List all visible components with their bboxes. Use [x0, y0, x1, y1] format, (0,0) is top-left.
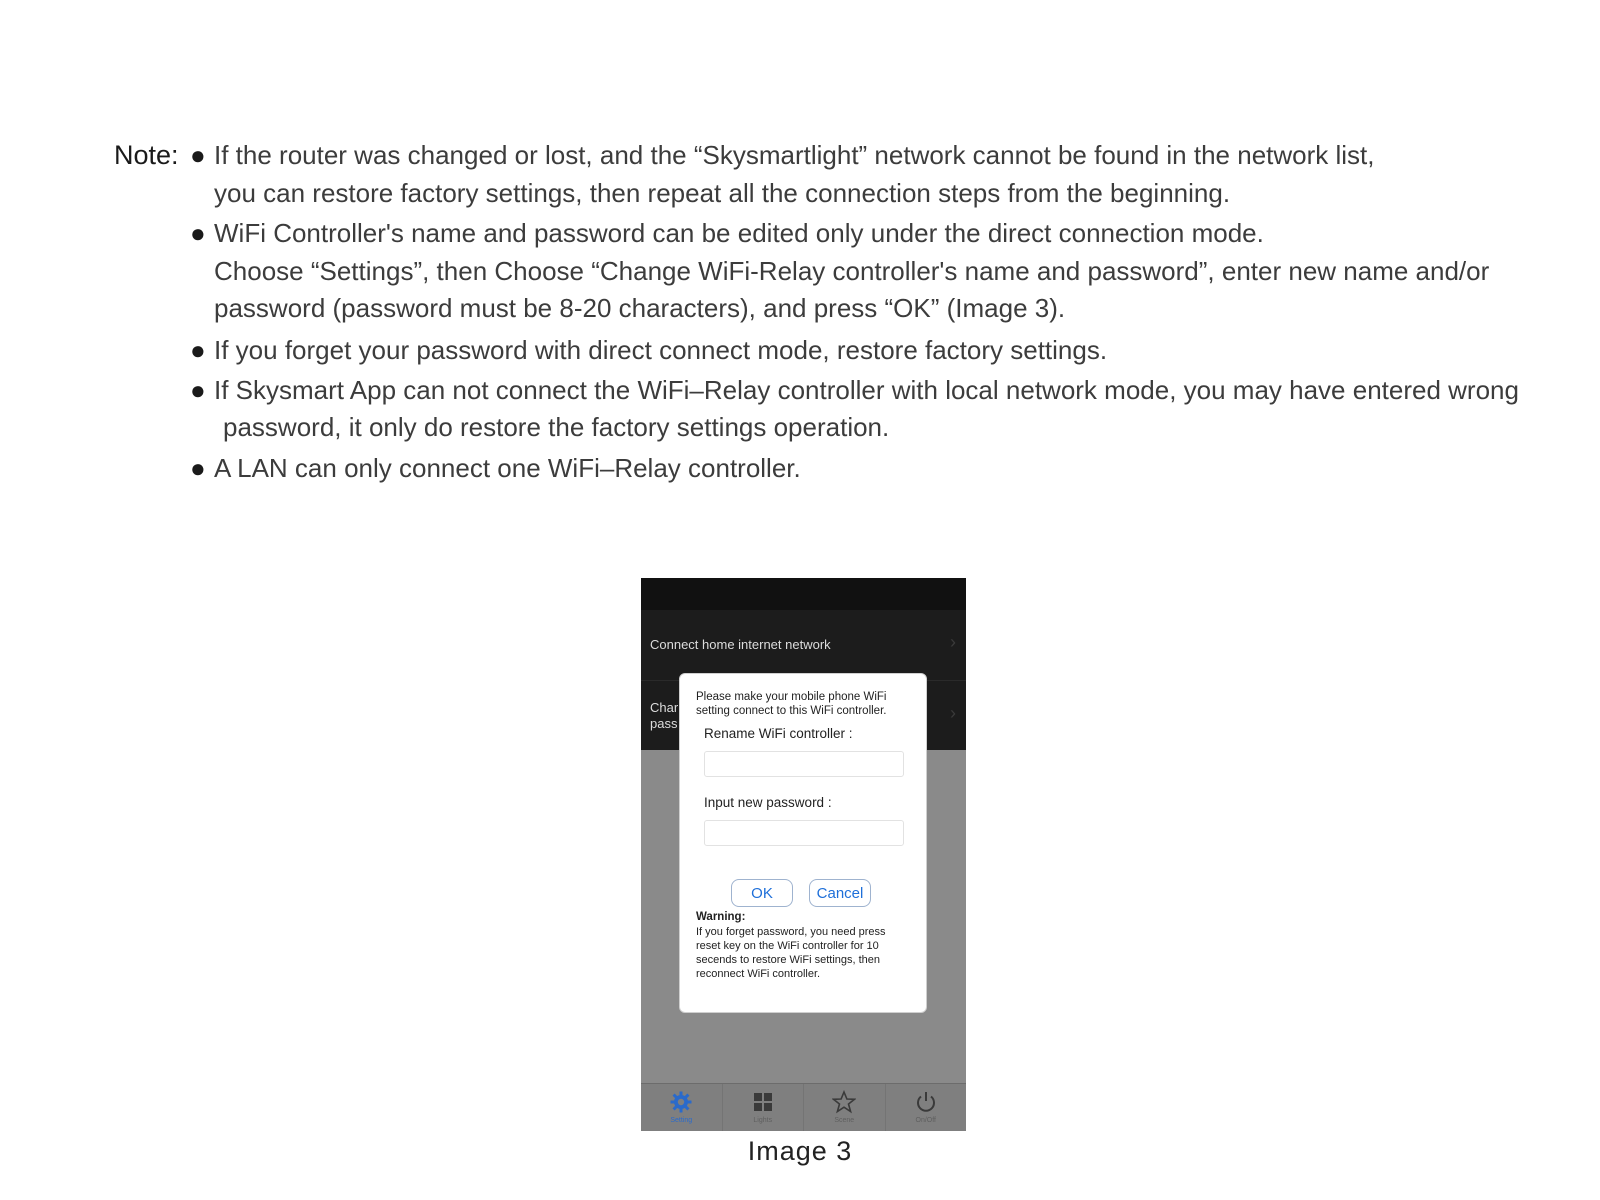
image-caption: Image 3 — [747, 1136, 853, 1166]
note-line — [214, 174, 1230, 212]
bullet-icon: ● — [190, 218, 206, 248]
tab-label: Setting — [670, 1117, 693, 1124]
bullet-icon: ● — [190, 453, 206, 483]
status-bar — [641, 578, 966, 610]
power-icon — [886, 1090, 967, 1114]
tab-label: On/Off — [915, 1117, 936, 1124]
note-text: If Skysmart App can not connect the WiFi–Relay controller with local network mode, you may have entered wrong — [214, 375, 1519, 405]
row-label — [650, 700, 678, 732]
chevron-right-icon: › — [950, 632, 956, 652]
gear-icon — [641, 1090, 722, 1114]
tab-label: Scene — [834, 1117, 855, 1124]
note-line — [214, 289, 1065, 327]
grid-icon — [723, 1090, 804, 1114]
cancel-button[interactable]: Cancel — [809, 879, 871, 907]
bullet-icon: ● — [190, 335, 206, 365]
dialog-message: Please make your mobile phone WiFi setting connect to this WiFi controller. — [696, 691, 887, 717]
ok-button[interactable]: OK — [731, 879, 793, 907]
chevron-right-icon: › — [950, 703, 956, 723]
password-label: Input new password : — [704, 795, 832, 810]
note-line — [214, 252, 1489, 290]
bullet-icon: ● — [190, 375, 206, 405]
bullet-icon: ● — [190, 140, 206, 170]
rename-label: Rename WiFi controller : — [704, 726, 853, 741]
warning-title: Warning: — [696, 911, 746, 923]
note-text: A LAN can only connect one WiFi–Relay controller. — [214, 453, 801, 483]
tab-scene[interactable] — [804, 1084, 886, 1131]
tab-lights[interactable] — [723, 1084, 805, 1131]
tab-setting[interactable] — [641, 1084, 723, 1131]
tab-onoff[interactable] — [886, 1084, 967, 1131]
note-text: If you forget your password with direct connect mode, restore factory settings. — [214, 335, 1108, 365]
note-text: password, it only do restore the factory settings operation. — [223, 412, 890, 442]
star-icon — [804, 1090, 885, 1114]
note-line — [190, 214, 1264, 252]
note-text: If the router was changed or lost, and the “Skysmartlight” network cannot be found in the network list, — [214, 140, 1375, 170]
tab-bar — [641, 1083, 966, 1131]
row-label: Connect home internet network — [650, 637, 831, 652]
tab-label: Lights — [753, 1117, 773, 1124]
rename-input[interactable] — [704, 751, 904, 777]
rename-dialog — [679, 673, 927, 1013]
note-line — [190, 136, 1375, 174]
note-label: Note: — [114, 140, 179, 170]
phone-screenshot — [641, 578, 966, 1131]
row-label-line: Char — [650, 700, 679, 715]
note-line — [190, 331, 1107, 369]
row-label-line: pass — [650, 716, 678, 731]
note-line — [190, 449, 801, 487]
note-text: password (password must be 8-20 characters), and press “OK” (Image 3). — [214, 293, 1066, 323]
note-text: Choose “Settings”, then Choose “Change WiFi-Relay controller's name and password”, enter new name and/or — [214, 256, 1490, 286]
note-text: you can restore factory settings, then repeat all the connection steps from the beginning. — [214, 178, 1231, 208]
connect-home-network-row[interactable] — [641, 610, 966, 681]
password-input[interactable] — [704, 820, 904, 846]
note-line — [223, 408, 889, 446]
note-line — [190, 371, 1519, 409]
warning-text: If you forget password, you need press reset key on the WiFi controller for 10 secends to restore WiFi settings, then reconnect WiFi controller. — [696, 926, 886, 980]
note-text: WiFi Controller's name and password can be edited only under the direct connection mode. — [214, 218, 1264, 248]
